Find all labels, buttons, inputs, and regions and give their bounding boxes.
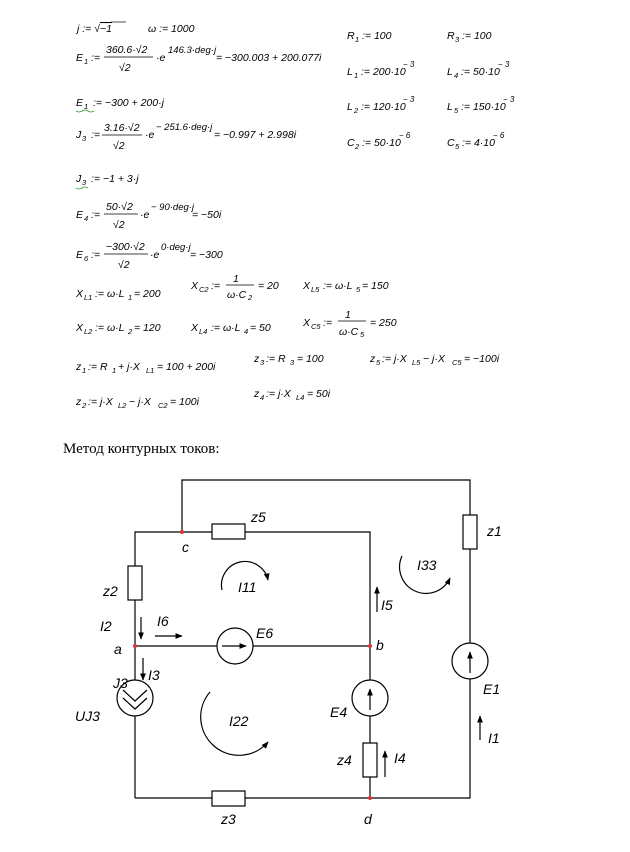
z5-resistor — [212, 524, 245, 539]
svg-text:ω·C: ω·C — [339, 326, 359, 338]
svg-text::= 100: := 100 — [362, 30, 392, 42]
label-z2: z2 — [103, 583, 118, 599]
svg-text::= j·X: := j·X — [266, 388, 291, 400]
svg-text:= 150: = 150 — [362, 280, 389, 292]
svg-text:= 100: = 100 — [297, 353, 324, 365]
svg-text:50·√2: 50·√2 — [106, 201, 133, 213]
math-line-z2 — [75, 396, 200, 410]
svg-text:= −100i: = −100i — [464, 353, 500, 365]
svg-text:E: E — [76, 209, 84, 221]
math-line-z4 — [253, 388, 331, 402]
svg-text:− 6: − 6 — [399, 131, 411, 140]
svg-text:L: L — [347, 66, 353, 78]
svg-text:√2: √2 — [119, 62, 131, 74]
svg-text:− j·X: − j·X — [423, 353, 445, 365]
svg-text:L4: L4 — [199, 327, 208, 336]
svg-text:J: J — [76, 129, 82, 141]
svg-text:z: z — [254, 353, 260, 365]
svg-text:1: 1 — [128, 293, 133, 302]
svg-text:X: X — [76, 288, 84, 300]
svg-text:3: 3 — [455, 35, 460, 44]
math-line-j3 — [75, 122, 297, 152]
svg-text:R: R — [347, 30, 355, 42]
math-line-xl4 — [190, 322, 271, 336]
svg-text:− j·X: − j·X — [129, 396, 151, 408]
math-line-e6 — [76, 241, 223, 271]
wire-right-bottom — [135, 679, 470, 798]
label-J3: J3 — [113, 675, 128, 691]
svg-text:= −300.003 + 200.077i: = −300.003 + 200.077i — [216, 52, 322, 64]
svg-text:= 50i: = 50i — [307, 388, 331, 400]
svg-text:X: X — [76, 322, 84, 334]
svg-text:− 3: − 3 — [403, 60, 415, 69]
svg-text:− 251.6·deg·j: − 251.6·deg·j — [156, 122, 213, 133]
math-line-z1 — [75, 361, 216, 375]
svg-text:E: E — [76, 52, 84, 64]
label-z3: z3 — [221, 811, 236, 827]
svg-text:4: 4 — [244, 327, 249, 336]
svg-text:− 3: − 3 — [498, 60, 510, 69]
circuit-diagram — [0, 460, 630, 852]
label-z1: z1 — [487, 523, 502, 539]
svg-text:·e: ·e — [156, 52, 166, 64]
svg-text:E: E — [76, 97, 84, 109]
svg-text:4: 4 — [84, 214, 89, 223]
svg-text::= R: := R — [266, 353, 286, 365]
wire-top-inner-left — [135, 532, 212, 566]
svg-text:146.3·deg·j: 146.3·deg·j — [168, 45, 217, 56]
svg-text:3.16·√2: 3.16·√2 — [104, 122, 140, 134]
svg-text:C5: C5 — [311, 322, 321, 331]
math-line-j: j := √−1 — [77, 23, 112, 35]
svg-text:3: 3 — [260, 358, 265, 367]
svg-text:L5: L5 — [412, 358, 421, 367]
label-E4: E4 — [330, 704, 348, 720]
label-z4: z4 — [337, 752, 352, 768]
svg-text:1: 1 — [345, 309, 351, 321]
svg-text:= 100i: = 100i — [170, 396, 199, 408]
svg-text:= −0.997 + 2.998i: = −0.997 + 2.998i — [214, 129, 297, 141]
svg-text:5: 5 — [356, 285, 361, 294]
section-heading: Метод контурных токов: — [63, 441, 220, 457]
svg-text:ω·C: ω·C — [227, 289, 247, 301]
svg-text:6: 6 — [84, 254, 89, 263]
svg-text::= ω·L: := ω·L — [95, 322, 125, 334]
svg-text::= 150·10: := 150·10 — [461, 101, 506, 113]
node-a-dot — [133, 644, 137, 648]
svg-text::= 200·10: := 200·10 — [361, 66, 406, 78]
svg-text:− 90·deg·j: − 90·deg·j — [151, 202, 195, 213]
svg-text::=: := — [323, 317, 333, 329]
svg-text:z: z — [76, 361, 82, 373]
svg-text:C2: C2 — [199, 285, 209, 294]
svg-text::= R: := R — [88, 361, 108, 373]
svg-text::= j·X: := j·X — [382, 353, 407, 365]
svg-text:z: z — [76, 396, 82, 408]
label-I2: I2 — [100, 618, 112, 634]
wire-top-inner-right — [245, 532, 370, 680]
svg-text:5: 5 — [360, 330, 365, 339]
svg-text:= −300: = −300 — [190, 249, 223, 261]
svg-text:3: 3 — [290, 358, 295, 367]
svg-text:2: 2 — [82, 401, 87, 410]
math-params — [347, 30, 515, 151]
label-I11: I11 — [238, 579, 257, 595]
math-line-z5 — [369, 353, 500, 367]
svg-text:C5: C5 — [452, 358, 462, 367]
math-line-xc5 — [302, 309, 397, 339]
label-I4: I4 — [394, 750, 406, 766]
z2-resistor — [128, 566, 142, 600]
svg-text:L2: L2 — [118, 401, 127, 410]
label-I3: I3 — [148, 667, 160, 683]
svg-text:= 20: = 20 — [258, 280, 279, 292]
svg-text:1: 1 — [84, 57, 89, 66]
svg-text::=: := — [91, 52, 101, 64]
svg-text:3: 3 — [82, 134, 87, 143]
label-node-b: b — [376, 637, 384, 653]
svg-text:2: 2 — [354, 106, 359, 115]
node-b-dot — [368, 644, 372, 648]
svg-text:2: 2 — [355, 142, 360, 151]
svg-text:−300·√2: −300·√2 — [106, 241, 145, 253]
label-node-d: d — [364, 811, 372, 827]
svg-text::= −1 + 3·j: := −1 + 3·j — [91, 173, 139, 185]
label-I5: I5 — [381, 597, 393, 613]
label-I1: I1 — [488, 730, 500, 746]
label-E1: E1 — [483, 681, 501, 697]
svg-text:2: 2 — [248, 293, 253, 302]
svg-text:X: X — [303, 317, 311, 329]
math-line-xc2 — [190, 273, 279, 302]
z4-resistor — [363, 743, 377, 777]
math-line-e1-simplified — [76, 97, 165, 112]
svg-text:L: L — [447, 101, 453, 113]
label-node-a: a — [114, 641, 122, 657]
svg-text:= 100 + 200i: = 100 + 200i — [157, 361, 216, 373]
svg-text::= 120·10: := 120·10 — [361, 101, 406, 113]
z3-resistor — [212, 791, 245, 806]
svg-text:X: X — [303, 280, 311, 292]
svg-text:1: 1 — [355, 35, 360, 44]
svg-text::=: := — [91, 249, 101, 261]
math-line-xl5 — [302, 280, 389, 294]
svg-text:1: 1 — [233, 273, 239, 285]
svg-text:5: 5 — [455, 142, 460, 151]
label-E6: E6 — [256, 625, 274, 641]
svg-text:− 3: − 3 — [403, 95, 415, 104]
math-line-z3 — [253, 353, 324, 367]
svg-text:L5: L5 — [311, 285, 320, 294]
svg-text:C: C — [447, 137, 455, 149]
svg-text::= 50·10: := 50·10 — [461, 66, 500, 78]
svg-text::= ω·L: := ω·L — [95, 288, 125, 300]
math-line-xl1 — [75, 288, 161, 302]
label-node-c: c — [182, 539, 189, 555]
svg-text:X: X — [191, 322, 199, 334]
svg-text:4: 4 — [454, 71, 459, 80]
math-line-e1 — [76, 44, 322, 74]
svg-text:5: 5 — [454, 106, 459, 115]
svg-text:z: z — [370, 353, 376, 365]
math-line-omega: ω := 1000 — [148, 23, 195, 35]
label-I6: I6 — [157, 613, 169, 629]
svg-text::=: := — [211, 280, 221, 292]
svg-text:5: 5 — [376, 358, 381, 367]
svg-text:·e: ·e — [150, 249, 160, 261]
svg-text:z: z — [254, 388, 260, 400]
svg-text:= 120: = 120 — [134, 322, 161, 334]
svg-text:2: 2 — [128, 327, 133, 336]
svg-text:L2: L2 — [84, 327, 93, 336]
svg-text:1: 1 — [82, 366, 87, 375]
svg-text:C: C — [347, 137, 355, 149]
svg-text:+ j·X: + j·X — [118, 361, 140, 373]
svg-text:3: 3 — [82, 178, 87, 187]
svg-text:R: R — [447, 30, 455, 42]
svg-text:= 200: = 200 — [134, 288, 161, 300]
svg-text:L4: L4 — [296, 393, 305, 402]
svg-text:1: 1 — [112, 366, 117, 375]
svg-text:J: J — [76, 173, 82, 185]
svg-text::= j·X: := j·X — [88, 396, 113, 408]
svg-text:L: L — [347, 101, 353, 113]
svg-text:= −50i: = −50i — [192, 209, 222, 221]
svg-text:X: X — [191, 280, 199, 292]
svg-text::=: := — [91, 209, 101, 221]
J3-chevrons — [123, 690, 147, 709]
label-UJ3: UJ3 — [75, 708, 100, 724]
svg-text::= ω·L: := ω·L — [211, 322, 241, 334]
svg-text:√2: √2 — [113, 140, 125, 152]
svg-text:= 50: = 50 — [250, 322, 271, 334]
svg-text:1: 1 — [84, 102, 89, 111]
svg-text:C2: C2 — [158, 401, 168, 410]
svg-text::=: := — [91, 129, 101, 141]
svg-text::= ω·L: := ω·L — [323, 280, 353, 292]
svg-text:4: 4 — [260, 393, 265, 402]
z1-resistor — [463, 515, 477, 549]
svg-text:− 6: − 6 — [493, 131, 505, 140]
svg-text:√2: √2 — [113, 219, 125, 231]
svg-text:L1: L1 — [146, 366, 155, 375]
svg-text::= 4·10: := 4·10 — [462, 137, 495, 149]
node-d-dot — [368, 796, 372, 800]
math-line-j3-simplified — [75, 173, 139, 189]
svg-text:L: L — [447, 66, 453, 78]
svg-text:·e: ·e — [140, 209, 150, 221]
label-I22: I22 — [229, 713, 249, 729]
svg-text:360.6·√2: 360.6·√2 — [106, 44, 148, 56]
svg-text:0·deg·j: 0·deg·j — [161, 242, 191, 253]
label-z5: z5 — [251, 509, 266, 525]
svg-text:·e: ·e — [145, 129, 155, 141]
svg-text:E: E — [76, 249, 84, 261]
svg-text::= 50·10: := 50·10 — [362, 137, 401, 149]
node-c-dot — [180, 530, 184, 534]
svg-text:= 250: = 250 — [370, 317, 397, 329]
svg-text:√2: √2 — [118, 259, 130, 271]
label-I33: I33 — [417, 557, 437, 573]
svg-text:1: 1 — [354, 71, 359, 80]
svg-text:− 3: − 3 — [503, 95, 515, 104]
svg-text::= −300 + 200·j: := −300 + 200·j — [93, 97, 164, 109]
math-line-xl2 — [75, 322, 161, 336]
svg-text::= 100: := 100 — [462, 30, 492, 42]
math-line-e4 — [76, 201, 222, 231]
svg-text:L1: L1 — [84, 293, 93, 302]
